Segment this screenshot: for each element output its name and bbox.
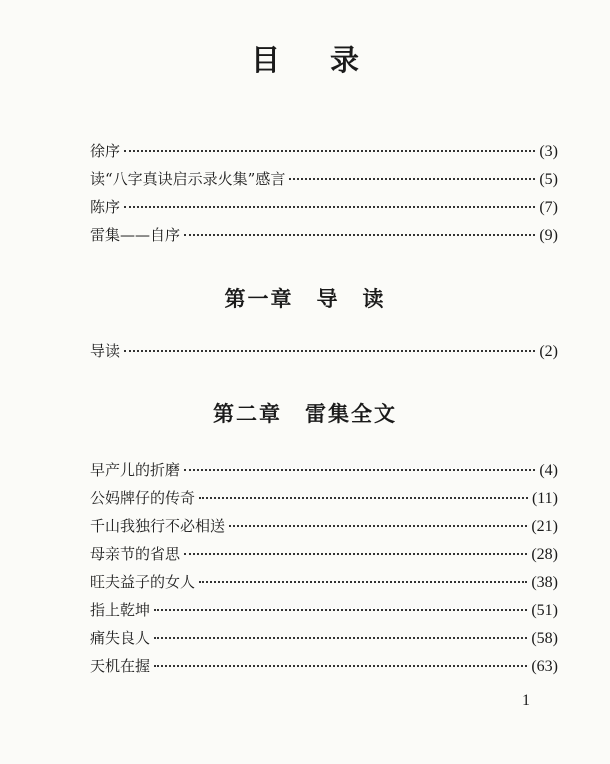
- toc-entry-page: (38): [531, 574, 558, 591]
- toc-entry-label: 导读: [90, 342, 121, 360]
- toc-entry[interactable]: [90, 224, 558, 252]
- toc-entry-label: 痛失良人: [90, 629, 151, 647]
- leader-dots: [184, 553, 527, 555]
- toc-entry-label: 公妈牌仔的传奇: [90, 489, 196, 507]
- leader-dots: [154, 609, 527, 611]
- toc-entry[interactable]: [90, 487, 558, 515]
- leader-dots: [154, 665, 527, 667]
- leader-dots: [184, 234, 535, 236]
- page-title: 目 录: [250, 43, 380, 77]
- toc-entry-label: 陈序: [90, 198, 121, 216]
- leader-dots: [124, 150, 535, 152]
- toc-entry[interactable]: [90, 627, 558, 655]
- leader-dots: [154, 637, 527, 639]
- toc-entry[interactable]: [90, 655, 558, 683]
- toc-entry[interactable]: [90, 340, 558, 368]
- toc-entry-label: 旺夫益子的女人: [90, 573, 196, 591]
- front-matter-list: [90, 140, 558, 252]
- toc-entry[interactable]: [90, 196, 558, 224]
- leader-dots: [199, 581, 527, 583]
- toc-entry[interactable]: [90, 599, 558, 627]
- toc-entry-page: (21): [531, 518, 558, 535]
- toc-entry-page: (58): [531, 630, 558, 647]
- leader-dots: [289, 178, 535, 180]
- toc-entry[interactable]: [90, 459, 558, 487]
- leader-dots: [184, 469, 535, 471]
- toc-entry-label: 千山我独行不必相送: [90, 517, 226, 535]
- toc-entry-label: 天机在握: [90, 657, 151, 675]
- toc-entry-page: (51): [531, 602, 558, 619]
- leader-dots: [124, 206, 535, 208]
- toc-entry-page: (3): [539, 143, 558, 160]
- toc-entry-page: (28): [531, 546, 558, 563]
- toc-entry-page: (7): [539, 199, 558, 216]
- toc-entry-label: 徐序: [90, 142, 121, 160]
- toc-entry-page: (9): [539, 227, 558, 244]
- leader-dots: [199, 497, 528, 499]
- chapter-1-list: [90, 340, 558, 368]
- page-number: 1: [522, 692, 530, 709]
- toc-entry-label: 指上乾坤: [90, 601, 151, 619]
- toc-entry-page: (4): [539, 462, 558, 479]
- chapter-2-list: [90, 459, 558, 683]
- leader-dots: [229, 525, 527, 527]
- toc-entry-page: (63): [531, 658, 558, 675]
- toc-entry-label: 雷集——自序: [90, 226, 181, 244]
- toc-entry-label: 母亲节的省思: [90, 545, 181, 563]
- toc-entry[interactable]: [90, 515, 558, 543]
- toc-entry[interactable]: [90, 543, 558, 571]
- toc-entry[interactable]: [90, 168, 558, 196]
- chapter-heading: 第一章 导 读: [224, 287, 386, 311]
- toc-entry-label: 早产儿的折磨: [90, 461, 181, 479]
- toc-entry-page: (11): [531, 490, 558, 507]
- toc-entry-page: (5): [539, 171, 558, 188]
- toc-entry-page: (2): [539, 343, 558, 360]
- toc-entry[interactable]: [90, 571, 558, 599]
- chapter-heading: 第二章 雷集全文: [213, 402, 397, 426]
- leader-dots: [124, 350, 535, 352]
- toc-entry[interactable]: [90, 140, 558, 168]
- toc-entry-label: 读“八字真诀启示录火集”感言: [90, 170, 286, 188]
